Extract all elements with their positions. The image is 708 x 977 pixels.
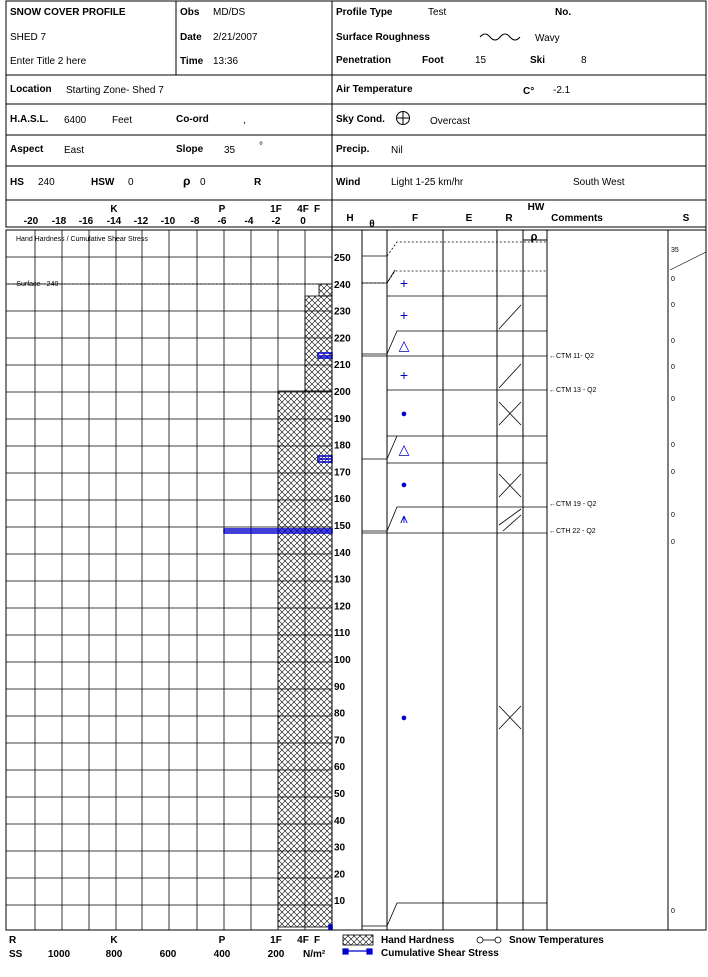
date-label: Date: [180, 32, 202, 43]
sky-cond-label: Sky Cond.: [336, 114, 385, 125]
coord-label: Co-ord: [176, 114, 209, 125]
coord-value: ,: [243, 115, 246, 126]
time-label: Time: [180, 56, 204, 67]
col-theta-header: θ: [369, 219, 375, 230]
footer-letter-p: P: [218, 935, 226, 946]
ss-value: 800: [105, 949, 123, 960]
crystal-symbol: ●: [400, 408, 408, 420]
rho-value: 0: [200, 177, 206, 188]
r-column-marks: [499, 305, 521, 729]
test-comments: [549, 353, 597, 535]
precip-value: Nil: [391, 145, 403, 156]
height-label: 70: [334, 735, 346, 747]
crystal-symbol: +: [399, 275, 409, 291]
foot-value: 15: [475, 55, 487, 66]
height-label: 190: [334, 413, 351, 425]
axis-number: -8: [190, 216, 200, 227]
location-value: Starting Zone- Shed 7: [66, 85, 164, 96]
profile-columns: [332, 200, 706, 930]
time-value: 13:36: [213, 56, 239, 67]
surface-label: -Surface - 240-: [14, 281, 61, 288]
legend-hardness: Hand Hardness: [381, 935, 455, 946]
height-label: 160: [334, 494, 351, 506]
header-text: [10, 7, 625, 188]
axis-letter-p: P: [218, 204, 226, 215]
profile-type-value: Test: [428, 7, 447, 18]
form-title: SNOW COVER PROFILE: [10, 7, 126, 18]
height-label: 230: [334, 306, 351, 318]
obs-value: MD/DS: [213, 7, 246, 18]
profile-no-label: No.: [555, 7, 572, 18]
ss-value: 200: [267, 949, 285, 960]
legend-shear-stress: Cumulative Shear Stress: [381, 948, 499, 959]
s-value: 0: [671, 396, 675, 403]
hsw-value: 0: [128, 177, 134, 188]
surface-roughness-value: Wavy: [535, 33, 560, 44]
crystal-symbol: △: [398, 441, 410, 457]
s-value: 0: [671, 539, 675, 546]
hasl-label: H.A.S.L.: [10, 114, 49, 125]
crystal-symbol: ●: [400, 712, 408, 724]
crystal-symbol: ●: [400, 479, 408, 491]
ss-value: 400: [213, 949, 231, 960]
slope-label: Slope: [176, 144, 204, 155]
height-label: 110: [334, 628, 351, 640]
col-rho-header: ρ: [530, 231, 538, 243]
wind-label: Wind: [336, 177, 361, 188]
footer-letter-1f: 1F: [270, 935, 282, 946]
title-2: SHED 7: [10, 32, 47, 43]
footer-unit: N/m²: [303, 949, 326, 960]
height-label: 210: [334, 360, 351, 372]
hsw-label: HSW: [91, 177, 115, 188]
ski-label: Ski: [530, 55, 546, 66]
location-label: Location: [10, 84, 52, 95]
air-temp-value: -2.1: [553, 85, 571, 96]
crystal-symbols: [399, 275, 410, 724]
footer: [9, 935, 604, 960]
crystal-symbol: △: [398, 337, 410, 353]
date-value: 2/21/2007: [213, 32, 258, 43]
col-e-header: E: [465, 213, 473, 224]
footer-letter-4f: 4F: [297, 935, 309, 946]
s-value: 0: [671, 338, 675, 345]
slope-value: 35: [224, 145, 236, 156]
axis-number: -14: [106, 216, 122, 227]
col-r-header: R: [505, 213, 513, 224]
height-label: 140: [334, 547, 351, 559]
height-label: 220: [334, 333, 351, 345]
col-hw-header: HW: [527, 202, 545, 213]
grid-caption: Hand Hardness / Cumulative Shear Stress: [16, 236, 148, 243]
axis-letter-f: F: [313, 204, 321, 215]
footer-letter-k: K: [110, 935, 118, 946]
hardness-layer-1f: [278, 391, 332, 927]
hs-label: HS: [10, 177, 24, 188]
precip-label: Precip.: [336, 144, 370, 155]
hasl-value: 6400: [64, 115, 87, 126]
legend-snow-temp: Snow Temperatures: [509, 935, 604, 946]
height-label: 50: [334, 789, 346, 800]
height-label: 80: [334, 708, 346, 720]
height-label: 250: [334, 253, 351, 264]
axis-number: -16: [78, 216, 94, 227]
crystal-symbol: ⩚: [400, 510, 408, 526]
axis-number: -10: [160, 216, 176, 227]
height-label: 130: [334, 574, 351, 586]
layer-boundaries: [362, 242, 547, 926]
footer-letter-f: F: [313, 935, 321, 946]
hs-value: 240: [38, 177, 55, 188]
axis-number: -18: [51, 216, 67, 227]
axis-number: -6: [217, 216, 227, 227]
height-label: 20: [334, 869, 346, 881]
s-value: 0: [671, 302, 675, 309]
height-label: 10: [334, 896, 346, 908]
r-label: R: [254, 177, 262, 188]
title-3: Enter Title 2 here: [10, 56, 87, 67]
hardness-layer-4f: [305, 296, 332, 391]
s-value: 0: [671, 276, 675, 283]
axis-number: -2: [271, 216, 281, 227]
crystal-symbol: +: [399, 307, 409, 323]
col-comments-header: Comments: [551, 213, 603, 224]
ski-value: 8: [581, 55, 587, 66]
s-value: 0: [671, 512, 675, 519]
col-h-header: H: [346, 213, 354, 224]
col-f-header: F: [411, 213, 419, 224]
height-label: 180: [334, 440, 351, 452]
wind-direction: South West: [573, 177, 625, 188]
crystal-symbol: +: [399, 367, 409, 383]
profile-column-headers: [346, 202, 689, 243]
height-label: 170: [334, 467, 351, 479]
s-value: 0: [671, 469, 675, 476]
axis-letter-1f: 1F: [270, 204, 282, 215]
legend-temp-icon: [477, 937, 501, 943]
wavy-icon: [480, 34, 520, 40]
legend-shear-icon: [343, 949, 372, 954]
axis-number: -20: [23, 216, 39, 227]
comment-ctm-19: ←CTM 19 - Q2: [549, 501, 597, 508]
axis-letter-4f: 4F: [297, 204, 309, 215]
hardness-layer-fill: [319, 284, 332, 296]
s-value: 0: [671, 364, 675, 371]
axis-numbers: [24, 216, 306, 227]
footer-r-label: R: [9, 935, 17, 946]
height-label: 30: [334, 842, 346, 854]
s-value: 0: [671, 442, 675, 449]
aspect-value: East: [64, 145, 85, 156]
comment-ctm-11: ←CTM 11- Q2: [549, 353, 594, 360]
wind-value: Light 1-25 km/hr: [391, 177, 464, 188]
axis-number: -12: [133, 216, 149, 227]
s-column-values: [670, 247, 706, 915]
col-s-header: S: [682, 213, 690, 224]
height-label: 150: [334, 521, 351, 532]
comment-cth-22: ←CTH 22 - Q2: [549, 528, 596, 535]
axis-number: 0: [300, 216, 306, 227]
foot-label: Foot: [422, 55, 444, 66]
legend-hardness-swatch: [343, 935, 373, 945]
surface-roughness-label: Surface Roughness: [336, 32, 430, 43]
height-label: 40: [334, 815, 346, 827]
height-label: 90: [334, 681, 346, 693]
hasl-unit: Feet: [112, 115, 133, 126]
ss-value: 600: [159, 949, 177, 960]
height-label: 120: [334, 601, 351, 613]
obs-label: Obs: [180, 7, 200, 18]
axis-letter-k: K: [110, 204, 118, 215]
comment-ctm-13: ←CTM 13 - Q2: [549, 387, 597, 394]
height-label: 100: [334, 655, 351, 666]
air-temp-label: Air Temperature: [336, 84, 413, 95]
rho-label: ρ: [183, 174, 191, 188]
height-scale: [334, 253, 351, 907]
height-label: 60: [334, 762, 346, 774]
axis-number: -4: [244, 216, 254, 227]
aspect-label: Aspect: [10, 144, 44, 155]
profile-type-label: Profile Type: [336, 7, 393, 18]
hardness-grid: [6, 230, 332, 930]
overcast-icon: [397, 112, 410, 125]
height-label: 240: [334, 279, 351, 291]
height-label: 200: [334, 387, 351, 398]
grid-axis-header: [110, 204, 320, 215]
air-temp-unit: C°: [523, 86, 535, 97]
s-value: 0: [671, 908, 675, 915]
sky-cond-value: Overcast: [430, 116, 471, 127]
penetration-label: Penetration: [336, 55, 392, 66]
slope-unit: °: [259, 141, 263, 152]
s-value: 35: [671, 247, 679, 254]
footer-ss-label: SS: [9, 949, 23, 960]
ss-value: 1000: [47, 949, 71, 960]
